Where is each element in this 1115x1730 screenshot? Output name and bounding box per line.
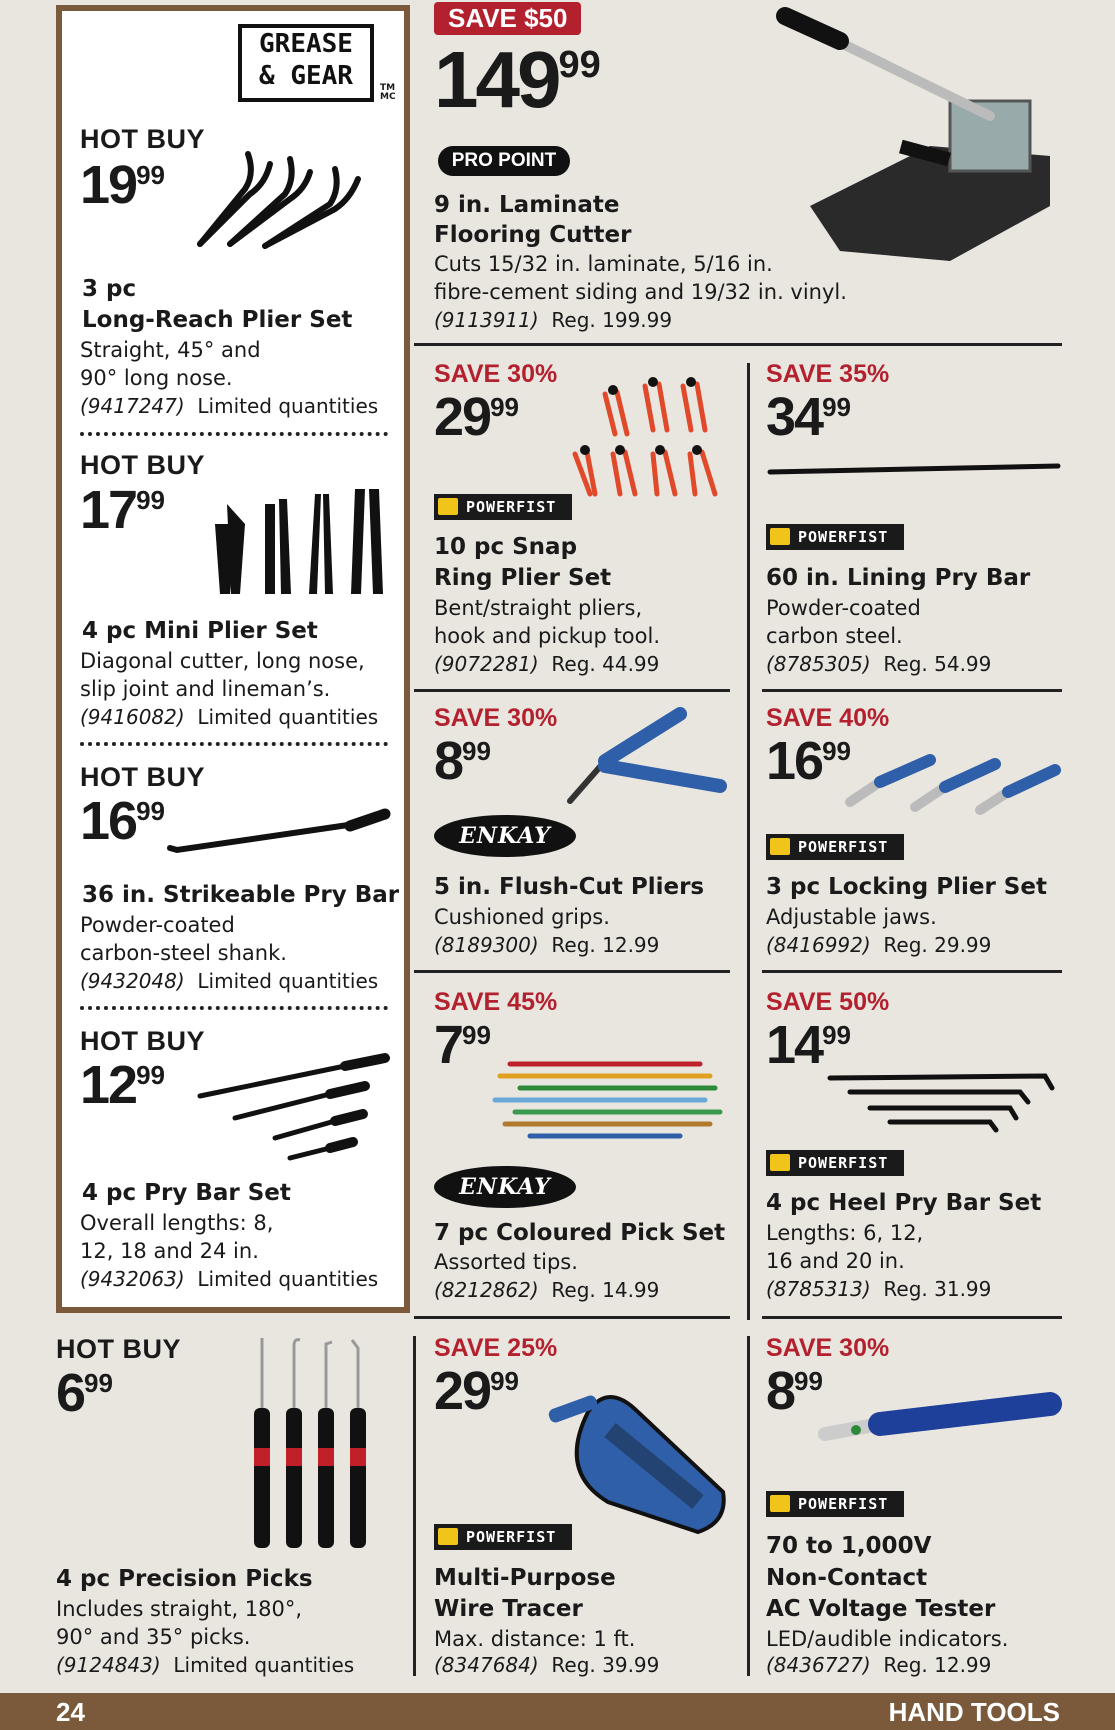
sku-line: (8416992) Reg. 29.99 [766,933,992,957]
product-name: 4 pc Precision Picks [56,1566,313,1592]
product-name: Long-Reach Plier Set [82,307,353,333]
section-title: HAND TOOLS [888,1697,1060,1727]
hot-buy-label: HOT BUY [80,124,205,154]
snap-ring-plier-icon [565,364,735,500]
product-description: Includes straight, 180°, [56,1597,303,1621]
sku-line: (9072281) Reg. 44.99 [434,652,660,676]
voltage-tester-icon [820,1398,1060,1450]
save-label: SAVE 40% [766,704,890,732]
product-description: 16 and 20 in. [766,1249,905,1273]
flooring-cutter-icon [780,6,1060,264]
price: $16^{99}$ [80,791,165,851]
heel-pry-bar-set-icon [820,1068,1060,1132]
sku-line: (9432063) Limited quantities [80,1267,379,1291]
product-name: 4 pc Mini Plier Set [82,618,318,644]
product-name: 7 pc Coloured Pick Set [434,1220,726,1246]
sku-line: (8785305) Reg. 54.99 [766,652,992,676]
enkay-logo: ENKAY [434,1166,576,1208]
save-label: SAVE 30% [434,704,558,732]
product-name: 4 pc Pry Bar Set [82,1180,291,1206]
product-name: AC Voltage Tester [766,1596,996,1622]
locking-plier-set-icon [840,752,1065,814]
powerfist-logo: POWERFIST [434,1524,572,1550]
price: $17^{99}$ [80,480,165,540]
product-name: 60 in. Lining Pry Bar [766,565,1031,591]
product-name: Ring Plier Set [434,565,612,591]
product-description: 90° long nose. [80,366,233,390]
save-label: SAVE 30% [766,1334,890,1362]
hot-buy-label: HOT BUY [80,1026,205,1056]
sku-line: (8436727) Reg. 12.99 [766,1653,992,1677]
divider [414,970,730,973]
precision-picks-icon [244,1338,379,1550]
product-description: Adjustable jaws. [766,905,937,929]
powerfist-logo: POWERFIST [766,1491,904,1517]
product-description: Powder-coated [80,913,235,937]
product-description: Overall lengths: 8, [80,1211,274,1235]
price: $19^{99}$ [80,155,165,215]
save-label: SAVE 25% [434,1334,558,1362]
page-number: 24 [56,1697,85,1727]
hot-buy-label: HOT BUY [80,450,205,480]
divider [762,689,1062,692]
product-description: Straight, 45° and [80,338,261,362]
column-divider [747,363,750,1320]
sku-line: (9416082) Limited quantities [80,705,379,729]
page-footer [0,1693,1115,1730]
product-description: Bent/straight pliers, [434,596,643,620]
save-label: SAVE 35% [766,360,890,388]
product-description: Diagonal cutter, long nose, [80,649,365,673]
product-name: 36 in. Strikeable Pry Bar [82,882,400,908]
sku-line: (8347684) Reg. 39.99 [434,1653,660,1677]
sku-line: (8189300) Reg. 12.99 [434,933,660,957]
divider [762,970,1062,973]
product-name: 3 pc [82,276,137,302]
product-name: Multi-Purpose [434,1565,616,1591]
product-description: Assorted tips. [434,1250,578,1274]
price: $29^{99}$ [434,387,519,447]
trademark-mark: TM MC [380,83,396,102]
product-description: fibre-cement siding and 19/32 in. vinyl. [434,280,847,304]
price: $12^{99}$ [80,1055,165,1115]
product-name: 3 pc Locking Plier Set [766,874,1047,900]
hot-buy-label: HOT BUY [56,1334,181,1364]
dotted-divider [80,432,388,436]
powerfist-logo: POWERFIST [766,834,904,860]
product-description: Cushioned grips. [434,905,610,929]
product-name: 5 in. Flush-Cut Pliers [434,874,705,900]
featured-price: $149^{99}$ [434,35,601,124]
save-label: SAVE 30% [434,360,558,388]
hot-buy-label: HOT BUY [80,762,205,792]
product-description: Lengths: 6, 12, [766,1221,924,1245]
price: $29^{99}$ [434,1361,519,1421]
flush-cut-pliers-icon [565,706,730,806]
propoint-logo: PRO POINT [438,146,570,176]
divider [414,343,1062,346]
product-name: 70 to 1,000V [766,1533,932,1559]
product-description: Max. distance: 1 ft. [434,1627,636,1651]
powerfist-logo: POWERFIST [766,1150,904,1176]
product-name: 10 pc Snap [434,534,578,560]
pry-bar-set-icon [195,1046,390,1161]
product-description: carbon steel. [766,624,903,648]
wire-tracer-icon [548,1382,730,1534]
save-label: SAVE 50% [766,988,890,1016]
product-name: Flooring Cutter [434,222,632,248]
sku-line: (9113911) Reg. 199.99 [434,308,673,332]
sku-line: (9417247) Limited quantities [80,394,379,418]
price: $8^{99}$ [766,1361,823,1421]
price: $7^{99}$ [434,1015,491,1075]
divider [414,689,730,692]
product-name: Wire Tracer [434,1596,583,1622]
save-label: SAVE 45% [434,988,558,1016]
sku-line: (9432048) Limited quantities [80,969,379,993]
sku-line: (8212862) Reg. 14.99 [434,1278,660,1302]
save-badge: SAVE $50 [434,2,581,35]
powerfist-logo: POWERFIST [434,494,572,520]
product-description: Powder-coated [766,596,921,620]
pry-bar-icon [165,806,390,856]
price: $8^{99}$ [434,731,491,791]
sku-line: (9124843) Limited quantities [56,1653,355,1677]
dotted-divider [80,1006,388,1010]
price: $14^{99}$ [766,1015,851,1075]
product-description: 12, 18 and 24 in. [80,1239,259,1263]
product-description: carbon-steel shank. [80,941,287,965]
powerfist-logo: POWERFIST [766,524,904,550]
divider [762,1316,1062,1319]
product-description: hook and pickup tool. [434,624,661,648]
coloured-pick-set-icon [490,1060,730,1138]
price: $16^{99}$ [766,731,851,791]
product-description: slip joint and lineman’s. [80,677,331,701]
product-description: LED/audible indicators. [766,1627,1009,1651]
enkay-logo: ENKAY [434,815,576,857]
product-name: Non-Contact [766,1565,928,1591]
product-description: Cuts 15/32 in. laminate, 5/16 in. [434,252,773,276]
price: $34^{99}$ [766,387,851,447]
lining-pry-bar-icon [766,458,1062,478]
sku-line: (8785313) Reg. 31.99 [766,1277,992,1301]
column-divider [747,1336,750,1676]
dotted-divider [80,742,388,746]
grease-and-gear-logo: GREASE & GEAR [238,24,374,102]
plier-set-icon [190,134,390,249]
price: $6^{99}$ [56,1363,113,1423]
product-name: 9 in. Laminate [434,192,620,218]
product-description: 90° and 35° picks. [56,1625,251,1649]
column-divider [413,1336,416,1676]
mini-pliers-icon [205,484,390,599]
divider [414,1316,730,1319]
product-name: 4 pc Heel Pry Bar Set [766,1190,1042,1216]
